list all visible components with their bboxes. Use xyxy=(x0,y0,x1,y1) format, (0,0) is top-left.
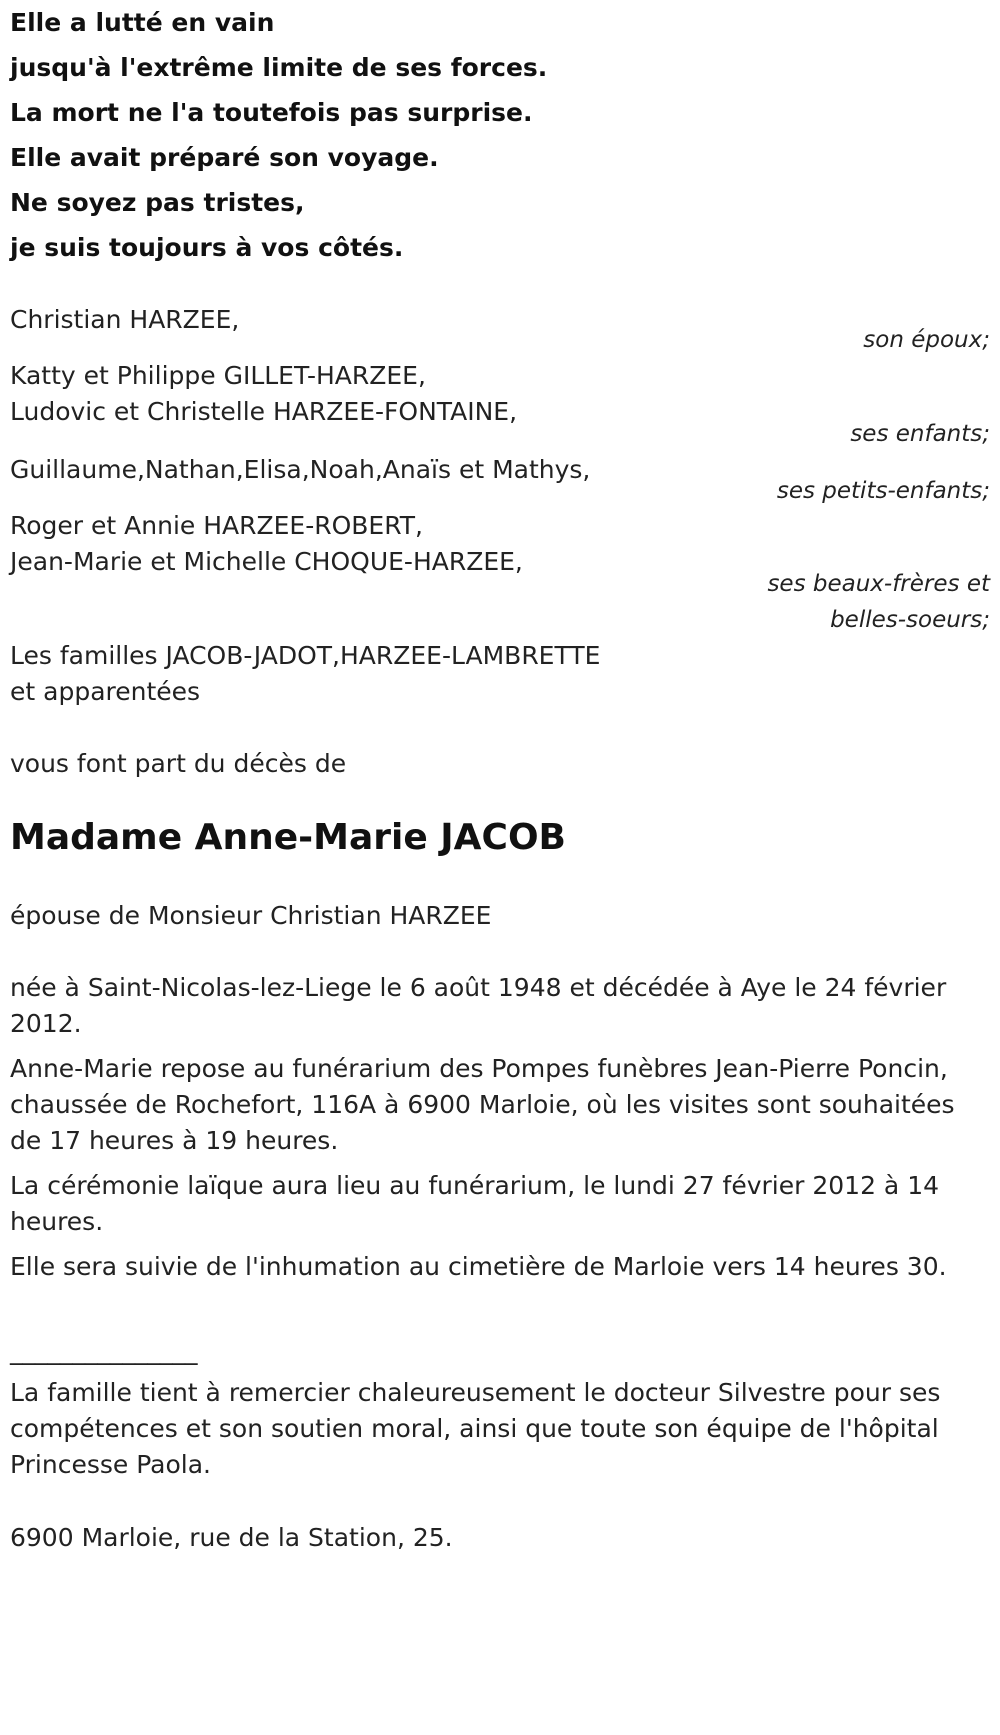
poem-line-4: Elle avait préparé son voyage. xyxy=(10,143,439,172)
families-line-2: et apparentées xyxy=(10,677,201,706)
families-line-1: Les familles JACOB-JADOT,HARZEE-LAMBRETTE xyxy=(10,641,601,670)
child-couple-1: Katty et Philippe GILLET-HARZEE, xyxy=(10,361,426,390)
funerarium-details: Anne-Marie repose au funérarium des Pompes funèbres Jean-Pierre Poncin, chaussée de Rochefort, 116A à 6900 Marloie, où les visites sont souhaitées de 17 heures à 19 heures. xyxy=(10,1054,955,1155)
thanks-paragraph: La famille tient à remercier chaleureusement le docteur Silvestre pour ses compétences et son soutien moral, ainsi que toute son équipe de l'hôpital Princesse Paola. xyxy=(10,1378,941,1479)
announcement: vous font part du décès de xyxy=(10,749,347,778)
grandchildren-role: ses petits-enfants; xyxy=(776,478,990,504)
children-role: ses enfants; xyxy=(850,421,990,447)
child-couple-2: Ludovic et Christelle HARZEE-FONTAINE, xyxy=(10,397,518,426)
grandchildren-names: Guillaume,Nathan,Elisa,Noah,Anaïs et Mathys, xyxy=(10,455,591,484)
spouse-role: son époux; xyxy=(863,327,990,353)
poem-line-1: Elle a lutté en vain xyxy=(10,8,275,37)
birth-death-details: née à Saint-Nicolas-lez-Liege le 6 août 1948 et décédée à Aye le 24 février 2012. xyxy=(10,973,947,1038)
burial-details: Elle sera suivie de l'inhumation au cimetière de Marloie vers 14 heures 30. xyxy=(10,1252,947,1281)
inlaw-couple-2: Jean-Marie et Michelle CHOQUE-HARZEE, xyxy=(10,547,523,576)
poem-line-2: jusqu'à l'extrême limite de ses forces. xyxy=(10,53,548,82)
inlaws-role-line-2: belles-soeurs; xyxy=(830,607,990,633)
deceased-name: Madame Anne-Marie JACOB xyxy=(10,817,566,858)
poem-line-6: je suis toujours à vos côtés. xyxy=(10,233,404,262)
poem-line-3: La mort ne l'a toutefois pas surprise. xyxy=(10,98,533,127)
spouse-of: épouse de Monsieur Christian HARZEE xyxy=(10,901,492,930)
poem-line-5: Ne soyez pas tristes, xyxy=(10,188,305,217)
inlaw-couple-1: Roger et Annie HARZEE-ROBERT, xyxy=(10,511,423,540)
inlaws-role-line-1: ses beaux-frères et xyxy=(767,571,990,597)
spouse-name: Christian HARZEE, xyxy=(10,305,240,334)
separator-line: _______________ xyxy=(10,1336,198,1365)
family-address: 6900 Marloie, rue de la Station, 25. xyxy=(10,1523,453,1552)
ceremony-details: La cérémonie laïque aura lieu au funérarium, le lundi 27 février 2012 à 14 heures. xyxy=(10,1171,940,1236)
